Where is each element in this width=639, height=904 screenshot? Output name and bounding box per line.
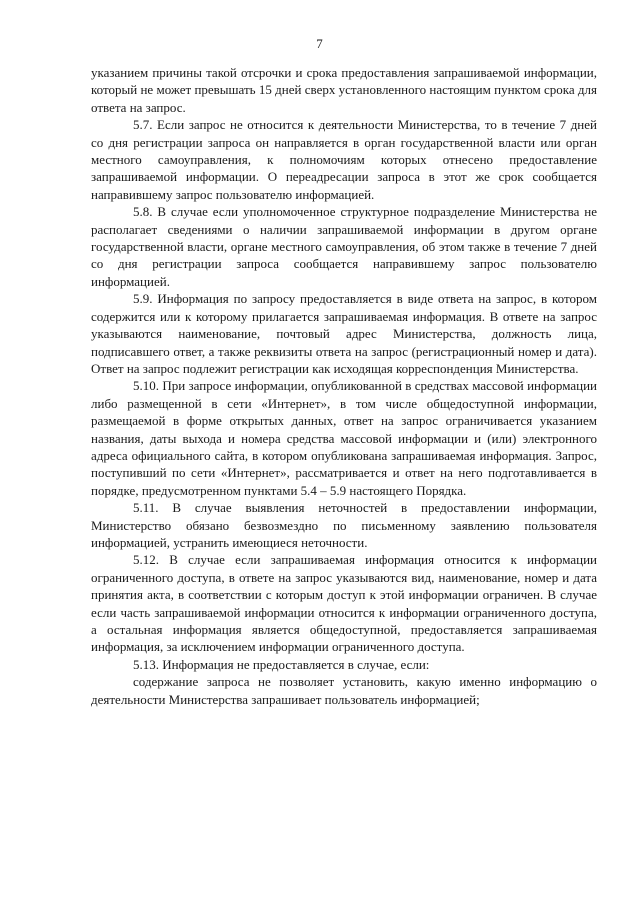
paragraph: 5.8. В случае если уполномоченное структурное подразделение Министерства не располагает сведениями о наличии запрашиваемой информации в другом органе государственной власти, органе местного самоуправления, об этом также в течение 7 дней со дня регистрации запроса сообщается направившему запрос пользователю информацией. [91,204,597,289]
paragraph: 5.13. Информация не предоставляется в случае, если: [133,656,430,672]
paragraph: содержание запроса не позволяет установить, какую именно информацию о деятельности Министерства запрашивает пользователь информацией; [91,674,597,707]
paragraph: 5.10. При запросе информации, опубликованной в средствах массовой информации либо размещенной в сети «Интернет», в том числе общедоступной информации, размещаемой в форме открытых данных, ответ на запрос ограничивается указанием названия, даты выхода и номера средства массовой информации и (или) электронного адреса официального сайта, в котором опубликована запрашиваемая информация. Запрос, поступивший по сети «Интернет», рассматривается и ответ на него подготавливается в порядке, предусмотренном пунктами 5.4 – 5.9 настоящего Порядка. [91,378,597,498]
paragraph: 5.12. В случае если запрашиваемая информация относится к информации ограниченного доступа, в ответе на запрос указываются вид, наименование, номер и дата принятия акта, в соответствии с которым доступ к этой информации ограничен. В случае если часть запрашиваемой информации относится к информации ограниченного доступа, а остальная информация является общедоступной, предоставляется запрашиваемая информация, за исключением информации ограниченного доступа. [91,552,597,655]
paragraph: 5.7. Если запрос не относится к деятельности Министерства, то в течение 7 дней со дня регистрации запроса он направляется в орган государственной власти или орган местного самоуправления, к полномочиям которых отнесено предоставление запрашиваемой информации. О переадресации запроса в этот же срок сообщается направившему запрос пользователю информацией. [91,117,597,202]
paragraph: 5.9. Информация по запросу предоставляется в виде ответа на запрос, в котором содержится или к которому прилагается запрашиваемая информация. В ответе на запрос указываются наименование, почтовый адрес Министерства, должность лица, подписавшего ответ, а также реквизиты ответа на запрос (регистрационный номер и дата). Ответ на запрос подлежит регистрации как исходящая корреспонденция Министерства. [91,291,597,376]
document-body [91,64,597,708]
page-number: 7 [316,36,323,51]
paragraph: 5.11. В случае выявления неточностей в предоставлении информации, Министерство обязано безвозмездно по письменному заявлению пользователя информацией, устранить имеющиеся неточности. [91,500,597,550]
paragraph: указанием причины такой отсрочки и срока предоставления запрашиваемой информации, который не может превышать 15 дней сверх установленного настоящим пунктом срока для ответа на запрос. [91,65,597,115]
